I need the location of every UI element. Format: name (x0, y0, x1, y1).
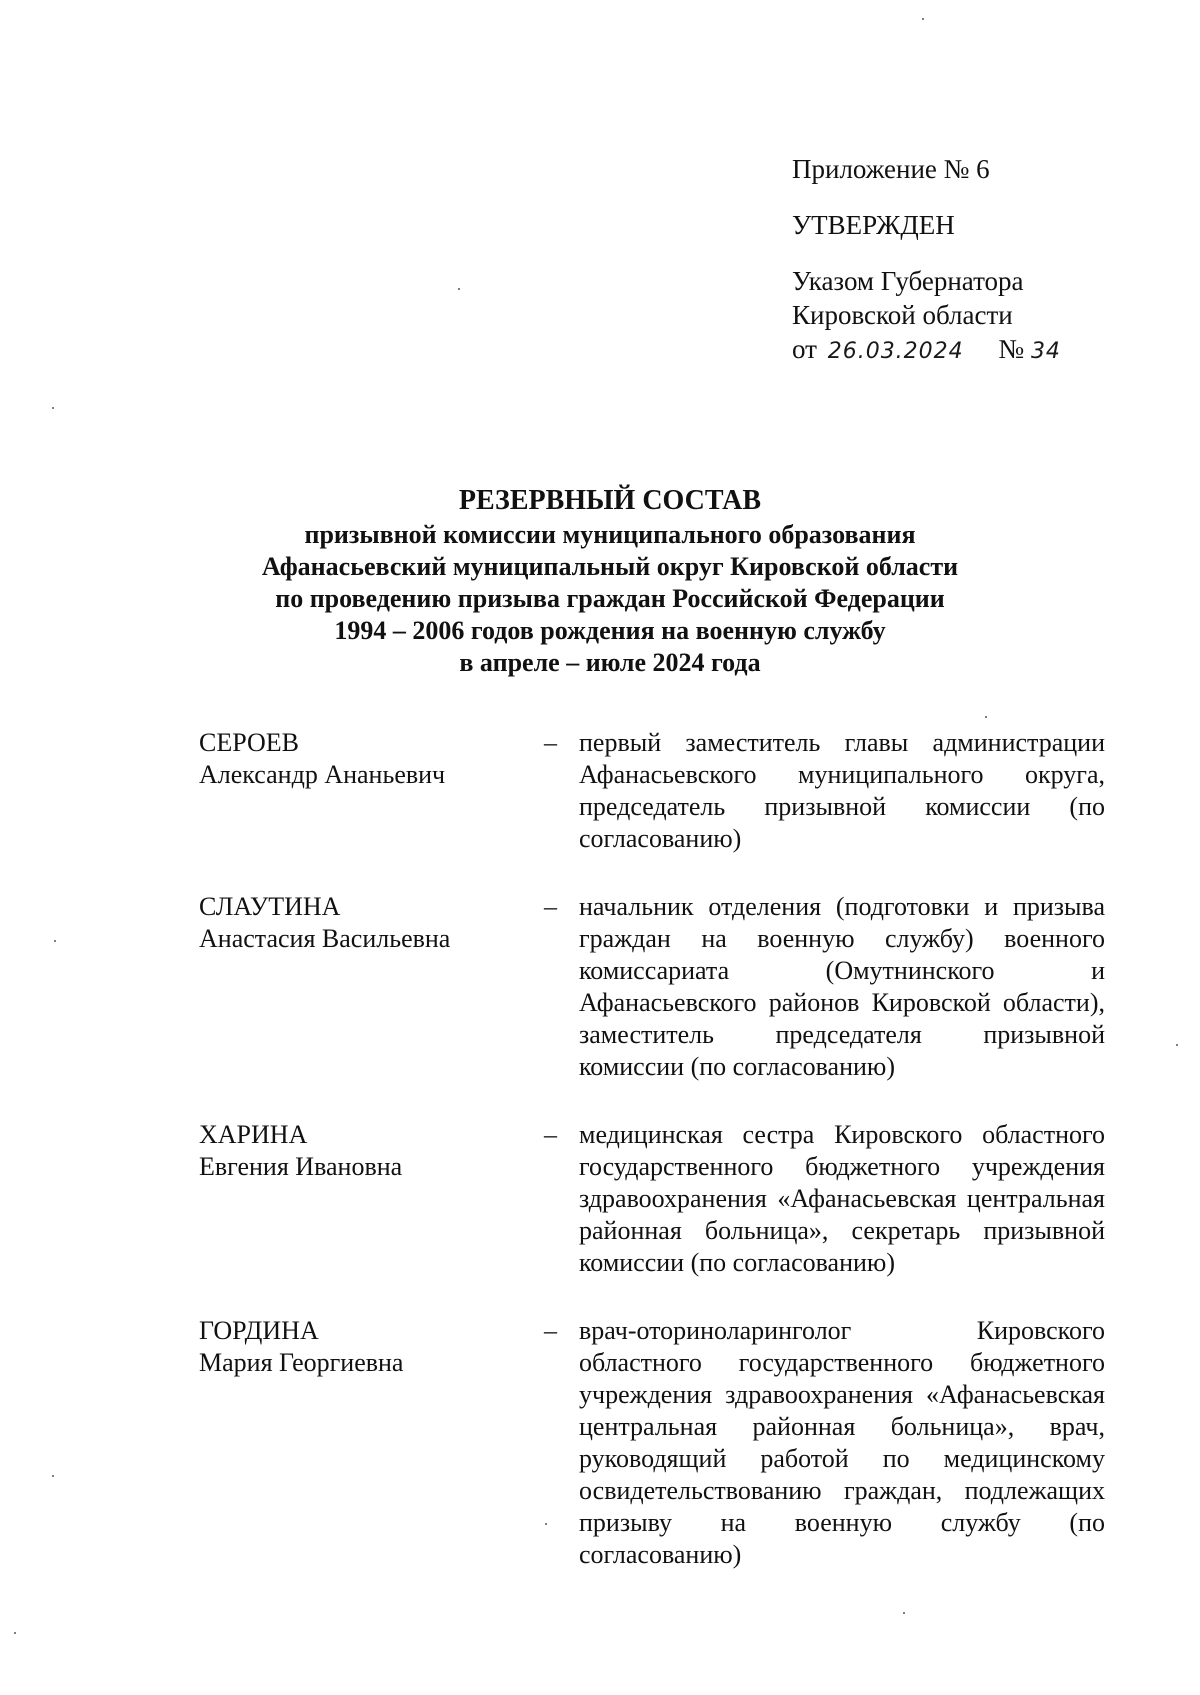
member-given-names: Анастасия Васильевна (199, 924, 451, 953)
member-given-names: Мария Георгиевна (199, 1348, 404, 1377)
title-line: Афанасьевский муниципальный округ Кировской области (261, 552, 959, 581)
member-dash: – (544, 892, 557, 921)
title-line: 1994 – 2006 годов рождения на военную службу (334, 616, 886, 645)
member-dash: – (544, 728, 557, 757)
scan-speck (985, 716, 987, 718)
title-line: призывной комиссии муниципального образования (304, 520, 916, 549)
member-entry (199, 1119, 1111, 1279)
member-dash: – (544, 1316, 557, 1345)
member-name (199, 727, 544, 791)
title-line: в апреле – июле 2024 года (459, 648, 761, 677)
title-line: по проведению призыва граждан Российской Федерации (275, 584, 945, 613)
member-name (199, 891, 544, 955)
member-given-names: Александр Ананьевич (199, 760, 446, 789)
approval-block (792, 152, 1122, 369)
scan-speck (14, 1632, 16, 1634)
decree-line-1: Указом Губернатора (792, 266, 1024, 296)
handwritten-date: 26.03.2024 (827, 339, 964, 364)
annex-label: Приложение № 6 (792, 154, 990, 184)
scan-speck (903, 1612, 905, 1614)
number-prefix: № (998, 334, 1025, 364)
member-position: медицинская сестра Кировского областного государственного бюджетного учреждения здравоохранения «Афанасьевская центральная районная больница», секретарь призывной комиссии (по согласованию) (579, 1120, 1105, 1277)
member-surname: ХАРИНА (199, 1120, 308, 1149)
member-name (199, 1119, 544, 1183)
member-surname: ГОРДИНА (199, 1316, 319, 1345)
member-position: начальник отделения (подготовки и призыва граждан на военную службу) военного комиссариата (Омутнинского и Афанасьевского районов Кировской области), заместитель председателя призывной комиссии (по согласованию) (579, 892, 1105, 1081)
member-entry (199, 1315, 1111, 1571)
scan-speck (52, 1475, 54, 1477)
members-list (199, 727, 1111, 1571)
title-main: РЕЗЕРВНЫЙ СОСТАВ (458, 485, 762, 516)
decree-line-2: Кировской области (792, 300, 1013, 330)
member-dash: – (544, 1120, 557, 1149)
scan-speck (1176, 1044, 1178, 1046)
decree-date-line (792, 332, 1122, 369)
scan-speck (52, 407, 54, 409)
date-prefix: от (792, 334, 817, 364)
member-position: первый заместитель главы администрации Афанасьевского муниципального округа, председатель призывной комиссии (по согласованию) (579, 728, 1105, 853)
scan-speck (458, 288, 460, 290)
handwritten-number: 34 (1030, 339, 1061, 364)
member-entry (199, 891, 1111, 1083)
member-surname: СЕРОЕВ (199, 728, 300, 757)
member-entry (199, 727, 1111, 855)
approved-label: УТВЕРЖДЕН (792, 210, 955, 240)
member-surname: СЛАУТИНА (199, 892, 341, 921)
member-position: врач-оториноларинголог Кировского областного государственного бюджетного учреждения здравоохранения «Афанасьевская центральная районная больница», врач, руководящий работой по медицинскому освидетельствованию граждан, подлежащих призыву на военную службу (по согласованию) (579, 1316, 1105, 1569)
scan-speck (54, 940, 56, 942)
member-given-names: Евгения Ивановна (199, 1152, 403, 1181)
document-title (200, 485, 1020, 679)
member-name (199, 1315, 544, 1379)
scan-speck (922, 18, 924, 20)
